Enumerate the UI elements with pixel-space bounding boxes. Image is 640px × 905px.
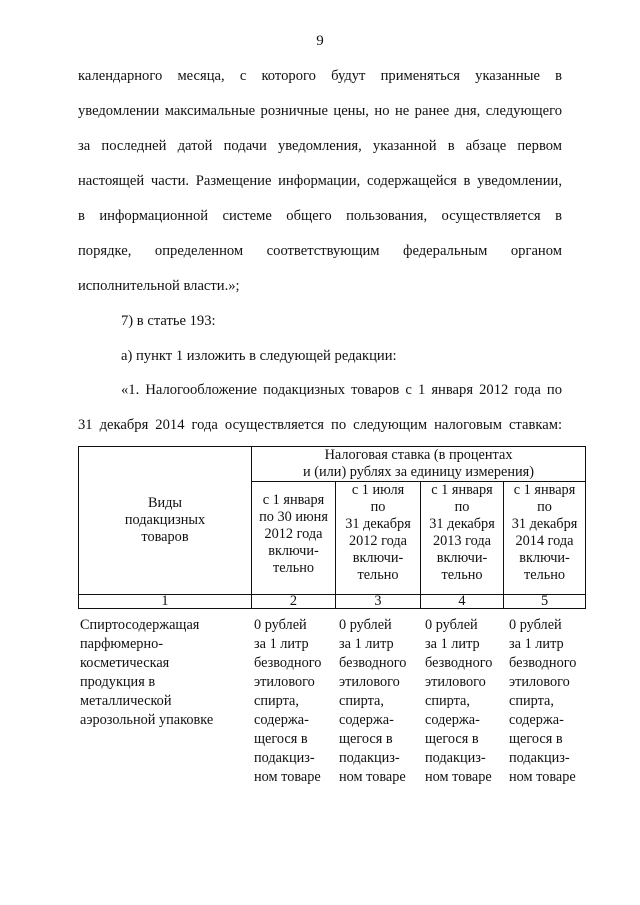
- quote-line: 31 декабря 2014 года осуществляется по следующим налоговым ставкам:: [78, 417, 562, 433]
- paragraph-line: порядке, определенном соответствующим федеральным органом: [78, 243, 562, 259]
- paragraph-line: календарного месяца, с которого будут применяться указанные в: [78, 68, 562, 84]
- header-product-types: Виды подакцизных товаров: [79, 447, 252, 595]
- header-period-2: с 1 июля по 31 декабря 2012 года включи- тельно: [336, 482, 421, 595]
- paragraph-line: уведомлении максимальные розничные цены, но не ранее дня, следующего: [78, 103, 562, 119]
- tax-rate-table: [78, 446, 586, 609]
- header-period-1: с 1 января по 30 июня 2012 года включи- тельно: [252, 482, 336, 595]
- column-number: 2: [252, 595, 336, 609]
- header-tax-rate: Налоговая ставка (в процентах и (или) рублях за единицу измерения): [252, 447, 586, 482]
- rate-cell-4: 0 рублей за 1 литр безводного этилового спирта, содержа- щегося в подакциз- ном товаре: [509, 617, 577, 785]
- paragraph-line: настоящей части. Размещение информации, содержащейся в уведомлении,: [78, 173, 562, 189]
- page-number: 9: [316, 33, 324, 49]
- paragraph-line: за последней датой подачи уведомления, указанной в абзаце первом: [78, 138, 562, 154]
- rate-cell-1: 0 рублей за 1 литр безводного этилового спирта, содержа- щегося в подакциз- ном товаре: [254, 617, 322, 785]
- item-a: а) пункт 1 изложить в следующей редакции:: [121, 348, 397, 364]
- item-7: 7) в статье 193:: [121, 313, 216, 329]
- rate-cell-3: 0 рублей за 1 литр безводного этилового спирта, содержа- щегося в подакциз- ном товаре: [425, 617, 493, 785]
- paragraph-line: исполнительной власти.»;: [78, 278, 240, 294]
- column-number: 4: [421, 595, 504, 609]
- rate-cell-2: 0 рублей за 1 литр безводного этилового спирта, содержа- щегося в подакциз- ном товаре: [339, 617, 407, 785]
- header-period-4: с 1 января по 31 декабря 2014 года включи- тельно: [504, 482, 586, 595]
- product-name-cell: Спиртосодержащая парфюмерно- косметическая продукция в металлической аэрозольной упаковке: [80, 617, 214, 728]
- quote-line: «1. Налогообложение подакцизных товаров с 1 января 2012 года по: [121, 382, 562, 398]
- header-period-3: с 1 января по 31 декабря 2013 года включи- тельно: [421, 482, 504, 595]
- column-number: 3: [336, 595, 421, 609]
- column-number: 1: [79, 595, 252, 609]
- column-number: 5: [504, 595, 586, 609]
- paragraph-line: в информационной системе общего пользования, осуществляется в: [78, 208, 562, 224]
